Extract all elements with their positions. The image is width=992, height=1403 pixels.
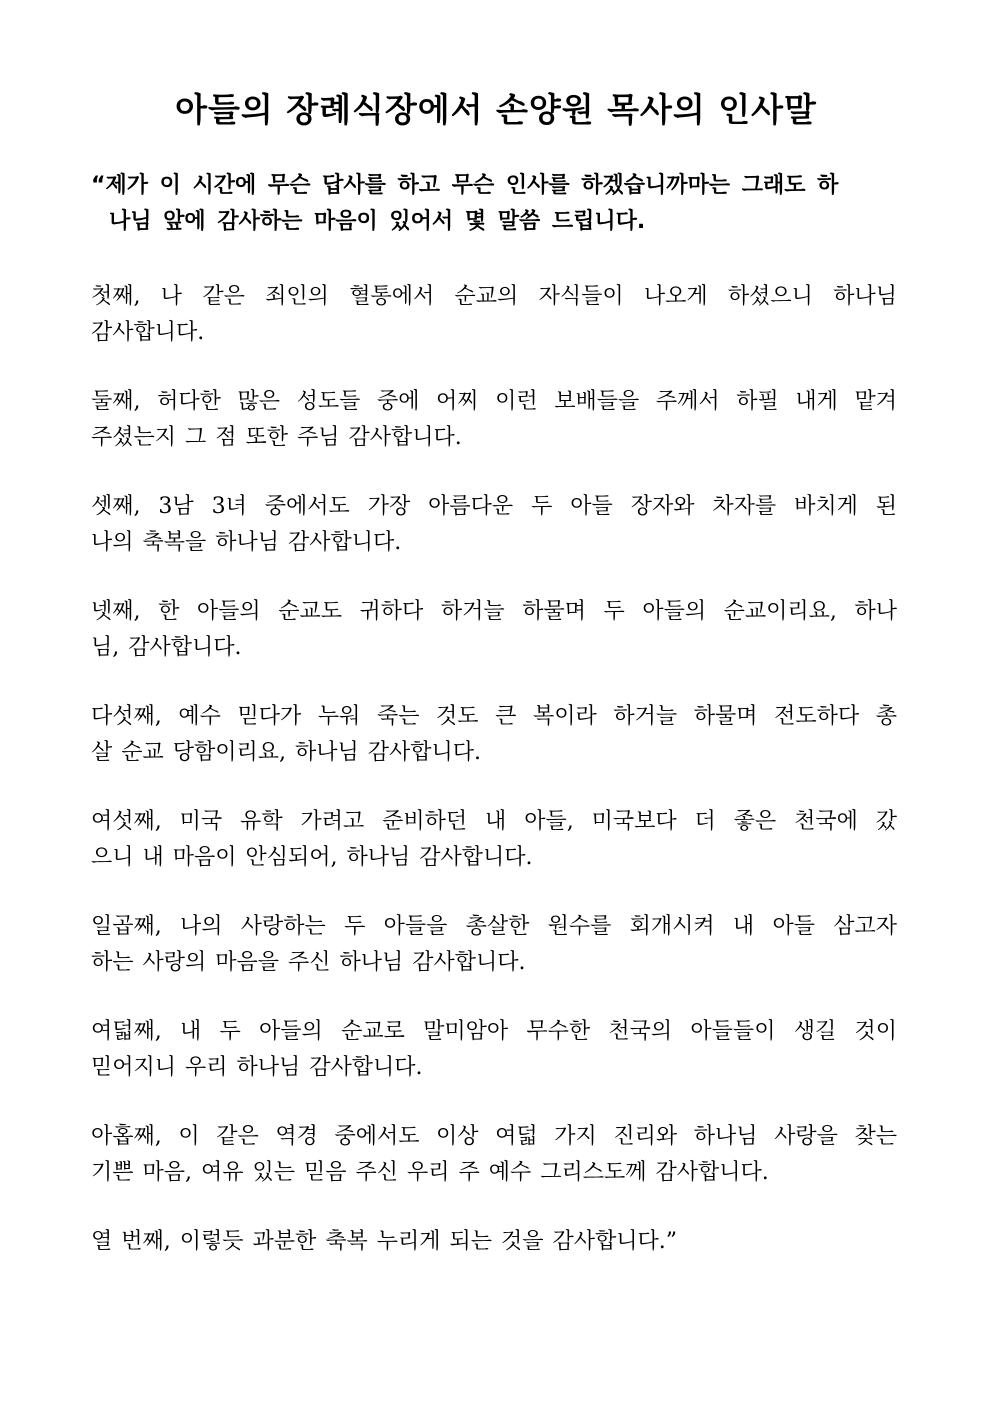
paragraph-line: 님, 감사합니다. [91,635,242,660]
intro-quote [91,168,897,240]
paragraph-line: 첫째, 나 같은 죄인의 혈통에서 순교의 자식들이 나오게 하셨으니 하나님 [91,284,897,309]
paragraph-first [91,279,897,351]
paragraph-tenth [91,1224,897,1260]
paragraph-line: 아홉째, 이 같은 역경 중에서도 이상 여덟 가지 진리와 하나님 사랑을 찾는 [91,1124,897,1149]
paragraph-line: 믿어지니 우리 하나님 감사합니다. [91,1055,423,1080]
paragraph-seventh [91,909,897,981]
intro-line: 나님 앞에 감사하는 마음이 있어서 몇 말씀 드립니다. [109,209,646,234]
paragraph-line: 여덟째, 내 두 아들의 순교로 말미암아 무수한 천국의 아들들이 생길 것이 [91,1019,897,1044]
paragraph-second [91,384,897,456]
paragraph-third [91,489,897,561]
paragraph-sixth [91,804,897,876]
paragraph-line: 주셨는지 그 점 또한 주님 감사합니다. [91,425,462,450]
paragraph-line: 둘째, 허다한 많은 성도들 중에 어찌 이런 보배들을 주께서 하필 내게 맡겨 [91,389,897,414]
paragraph-line: 으니 내 마음이 안심되어, 하나님 감사합니다. [91,845,533,870]
paragraph-line: 나의 축복을 하나님 감사합니다. [91,530,402,555]
paragraph-line: 셋째, 3남 3녀 중에서도 가장 아름다운 두 아들 장자와 차자를 바치게 된 [91,494,897,519]
paragraph-line: 여섯째, 미국 유학 가려고 준비하던 내 아들, 미국보다 더 좋은 천국에 갔 [91,809,897,834]
paragraph-line: 살 순교 당함이리요, 하나님 감사합니다. [91,740,481,765]
paragraph-ninth [91,1119,897,1191]
paragraph-line: 하는 사랑의 마음을 주신 하나님 감사합니다. [91,950,526,975]
paragraph-line: 일곱째, 나의 사랑하는 두 아들을 총살한 원수를 회개시켜 내 아들 삼고자 [91,914,897,939]
paragraph-fifth [91,699,897,771]
intro-line: “제가 이 시간에 무슨 답사를 하고 무슨 인사를 하겠습니까마는 그래도 하 [91,173,839,198]
paragraph-line: 넷째, 한 아들의 순교도 귀하다 하거늘 하물며 두 아들의 순교이리요, 하나 [91,599,897,624]
document-title: 아들의 장례식장에서 손양원 목사의 인사말 [175,90,817,129]
paragraph-eighth [91,1014,897,1086]
paragraph-line: 감사합니다. [91,320,205,345]
paragraph-line: 기쁜 마음, 여유 있는 믿음 주신 우리 주 예수 그리스도께 감사합니다. [91,1160,769,1185]
paragraph-line: 다섯째, 예수 믿다가 누워 죽는 것도 큰 복이라 하거늘 하물며 전도하다 총 [91,704,897,729]
paragraph-line: 열 번째, 이렇듯 과분한 축복 누리게 되는 것을 감사합니다.” [91,1229,677,1254]
paragraph-fourth [91,594,897,666]
